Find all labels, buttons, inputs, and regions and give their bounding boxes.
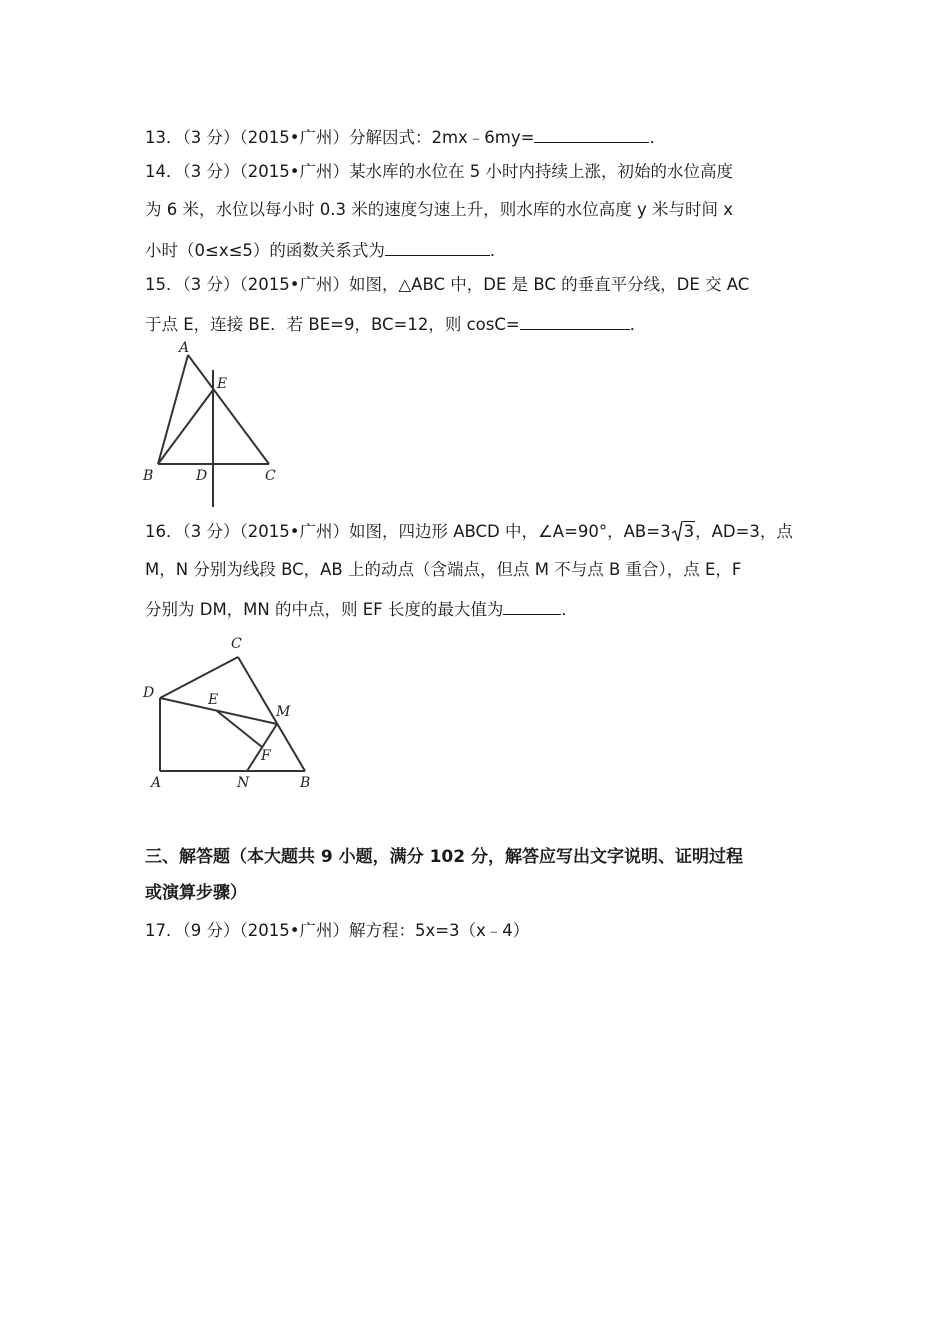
label-C: C <box>265 468 276 484</box>
q14-line-3 <box>145 238 506 261</box>
q14-end: ． <box>489 241 507 260</box>
answer-blank-16[interactable] <box>503 597 561 615</box>
edge-CB <box>238 657 305 771</box>
q13-text: 13．（3 分）（2015•广州）分解因式：2mx﹣6my= <box>145 128 535 147</box>
edge-AC <box>188 355 269 464</box>
section-3-heading-line-2: 或演算步骤） <box>145 883 247 903</box>
q14-line-1: 14．（3 分）（2015•广州）某水库的水位在 5 小时内持续上涨，初始的水位高度 <box>145 162 733 181</box>
question-13 <box>145 125 666 148</box>
label-N: N <box>237 775 250 791</box>
answer-blank-14[interactable] <box>385 238 490 256</box>
label-M: M <box>276 704 291 720</box>
label-D: D <box>143 685 155 701</box>
q16-line-2: M，N 分别为线段 BC，AB 上的动点（含端点，但点 M 不与点 B 重合），点 E，F <box>145 560 742 579</box>
q15-line-2 <box>145 312 646 335</box>
q16-end: ． <box>561 600 578 619</box>
radical-sign-icon <box>671 520 683 542</box>
answer-blank-13[interactable] <box>534 125 649 143</box>
q15-end: ． <box>629 315 647 334</box>
label-B: B <box>143 468 154 484</box>
q16-line-1-text-a: 16．（3 分）（2015•广州）如图，四边形 ABCD 中，∠A=90°，AB=3 <box>145 522 671 541</box>
edge-DC <box>160 657 238 698</box>
label-E: E <box>208 692 219 708</box>
q15-line-1: 15．（3 分）（2015•广州）如图，△ABC 中，DE 是 BC 的垂直平分线，DE 交 AC <box>145 275 750 294</box>
q15-triangle-figure <box>135 335 295 515</box>
label-B: B <box>300 775 311 791</box>
edge-BE <box>158 390 213 464</box>
q15-line-2-text: 于点 E，连接 BE．若 BE=9，BC=12，则 cosC= <box>145 315 520 334</box>
sqrt-radicand: 3 <box>683 522 695 541</box>
label-A: A <box>151 775 162 791</box>
label-F: F <box>261 748 271 764</box>
question-17: 17．（9 分）（2015•广州）解方程：5x=3（x﹣4） <box>145 921 530 940</box>
label-C: C <box>231 636 242 652</box>
q16-line-3-text: 分别为 DM，MN 的中点，则 EF 长度的最大值为 <box>145 600 504 619</box>
sqrt-3 <box>671 522 696 542</box>
label-E: E <box>217 376 228 392</box>
label-D: D <box>196 468 208 484</box>
q16-line-1 <box>145 522 793 542</box>
section-3-heading-line-1: 三、解答题（本大题共 9 小题，满分 102 分，解答应写出文字说明、证明过程 <box>145 847 743 867</box>
label-A: A <box>179 340 190 356</box>
edge-AB <box>158 355 188 464</box>
q16-quadrilateral-figure <box>135 630 335 800</box>
answer-blank-15[interactable] <box>520 312 630 330</box>
q16-line-3 <box>145 597 578 620</box>
q14-line-2: 为 6 米，水位以每小时 0.3 米的速度匀速上升，则水库的水位高度 y 米与时间 x <box>145 200 733 219</box>
q13-end: ． <box>649 128 666 147</box>
q14-line-3-text: 小时（0≤x≤5）的函数关系式为 <box>145 241 385 260</box>
q16-line-1-text-b: ，AD=3，点 <box>695 522 793 541</box>
